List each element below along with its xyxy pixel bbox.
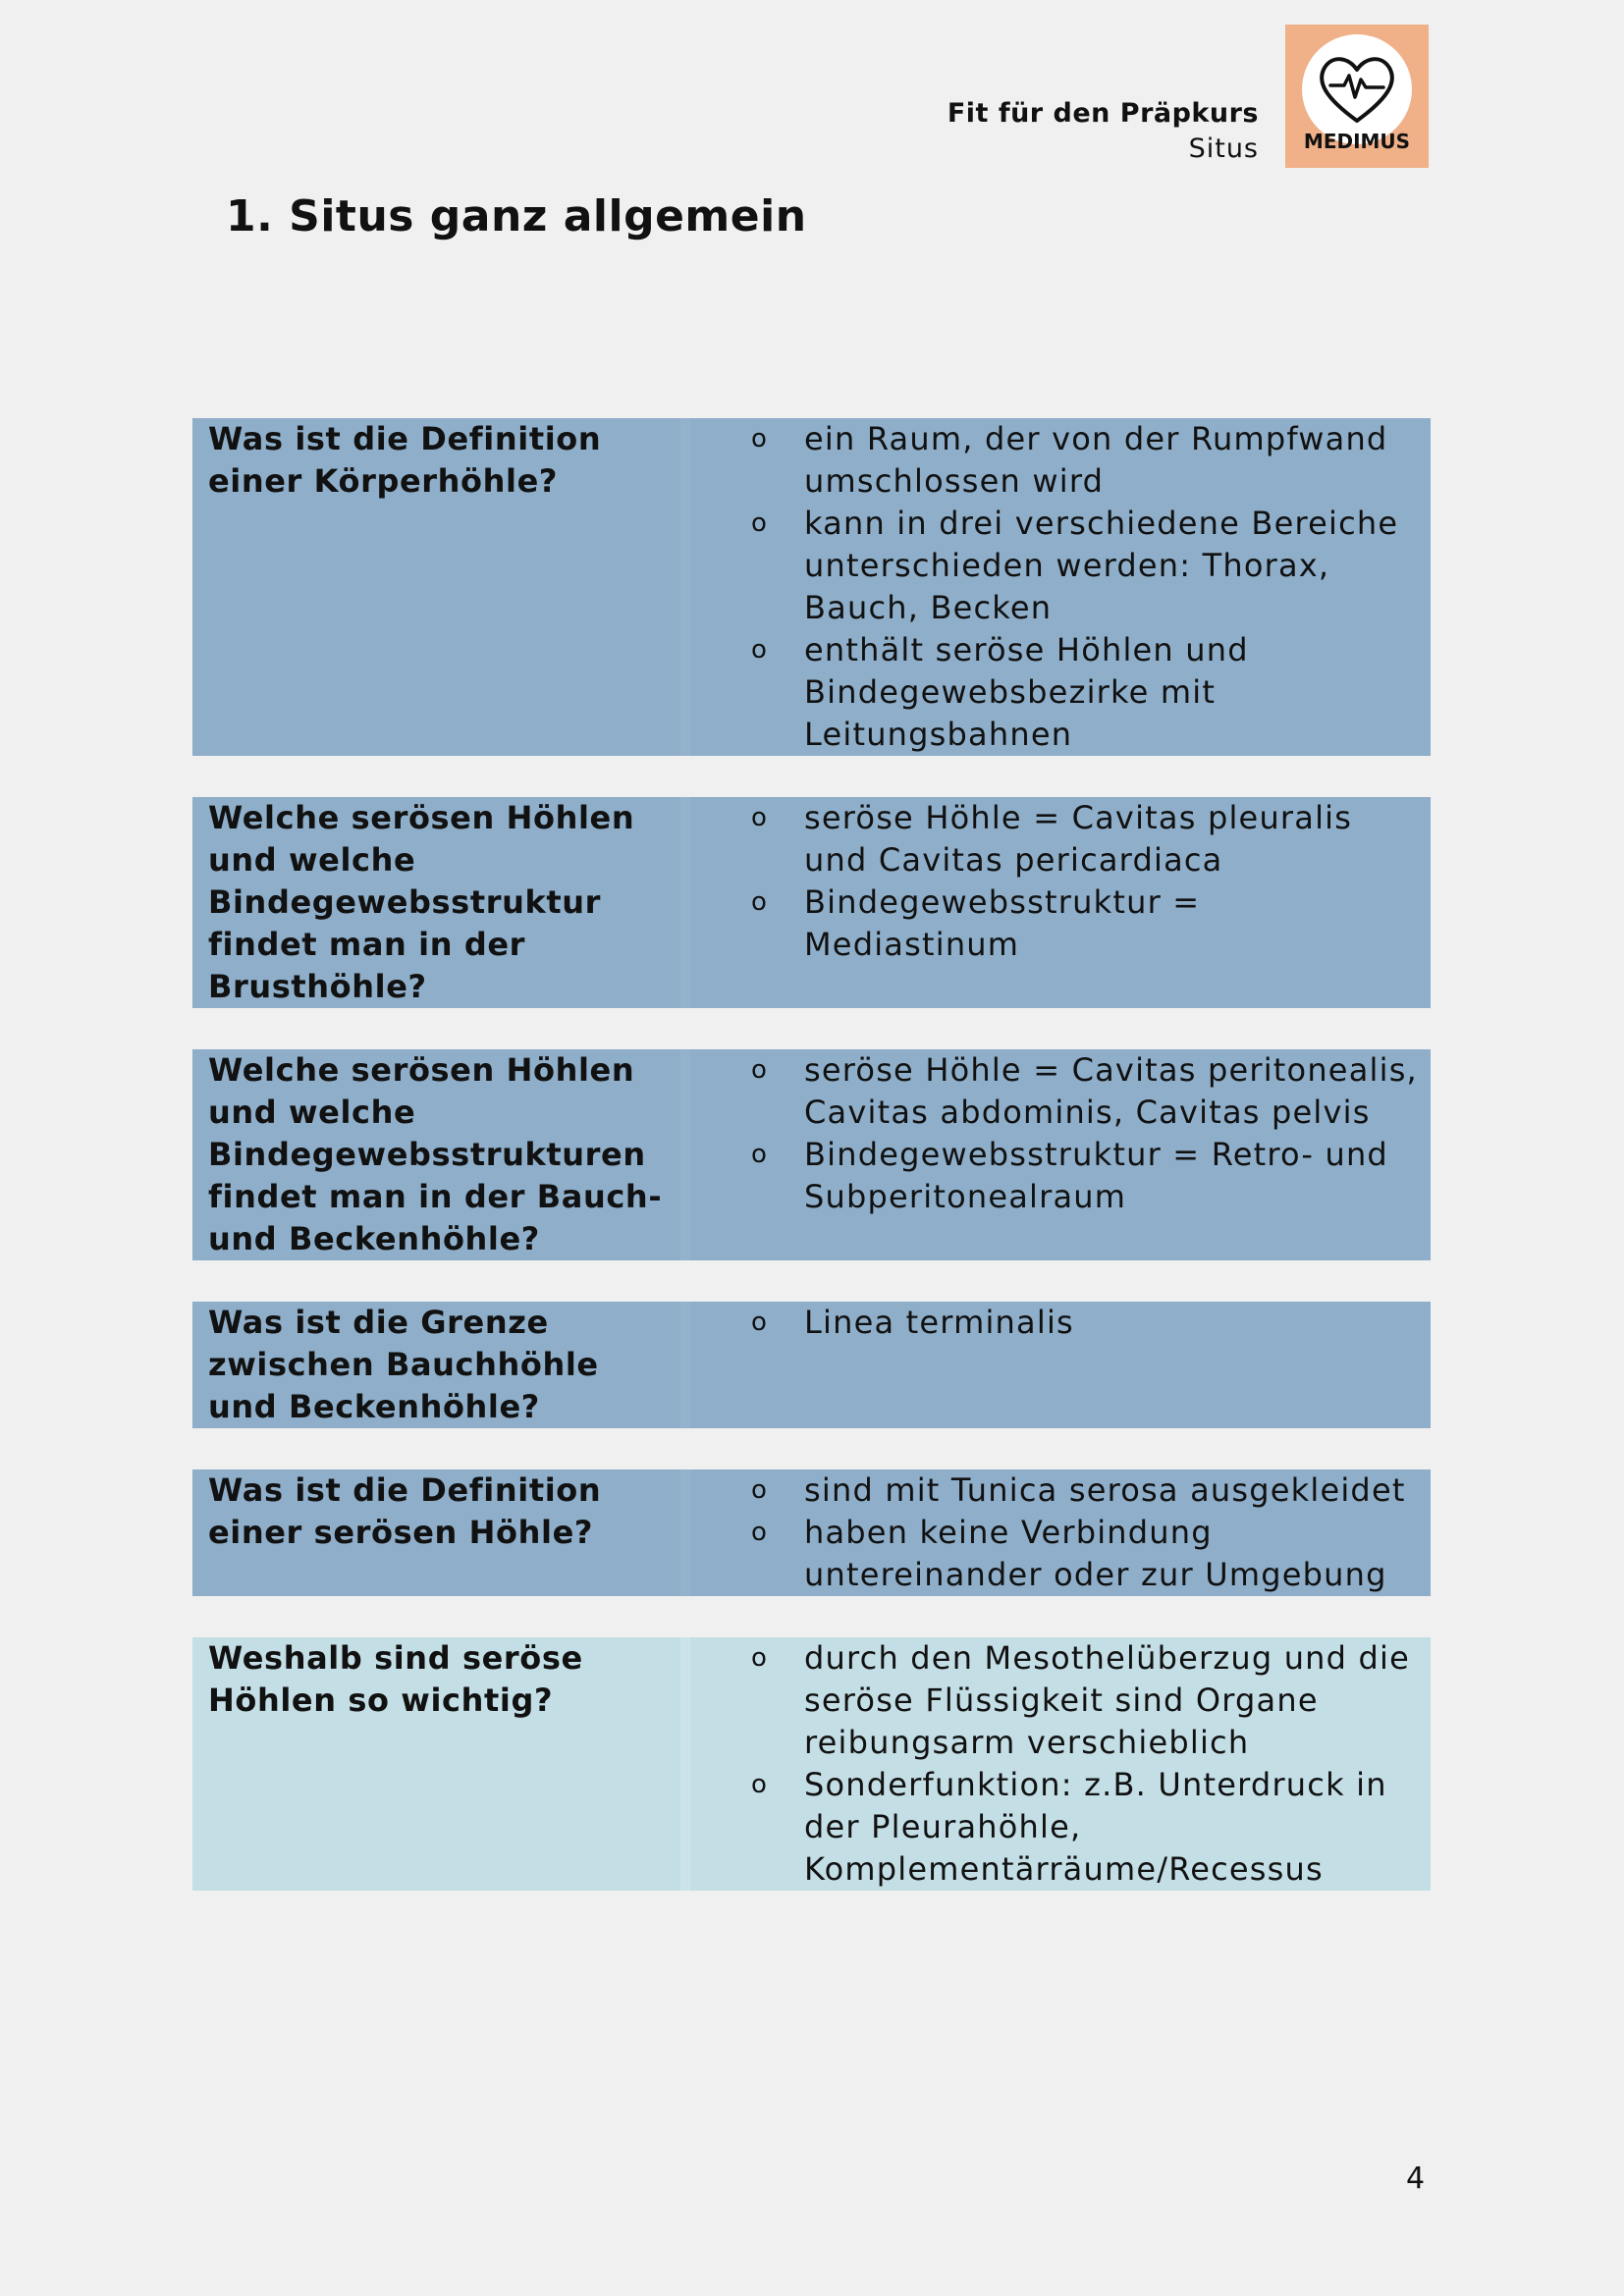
cell-divider: [680, 1302, 690, 1428]
answer-item: [690, 1764, 1431, 1891]
answer-item: [690, 797, 1431, 881]
answer-item: [690, 629, 1431, 756]
bullet-icon: o: [751, 1518, 769, 1547]
answer-text: ein Raum, der von der Rumpfwand umschlossen wird: [804, 420, 1388, 500]
answer-list: [690, 1049, 1431, 1218]
answer-cell: [690, 418, 1431, 756]
bullet-icon: o: [751, 1643, 769, 1673]
answer-item: [690, 1637, 1431, 1764]
bullet-icon: o: [751, 1308, 769, 1337]
answer-cell: [690, 1302, 1431, 1428]
cell-divider: [680, 418, 690, 756]
section-title: 1. Situs ganz allgemein: [226, 191, 807, 241]
answer-text: seröse Höhle = Cavitas pleuralis und Cavitas pericardiaca: [804, 799, 1353, 879]
bullet-icon: o: [751, 1770, 769, 1799]
answer-list: [690, 797, 1431, 966]
header-title: Fit für den Präpkurs: [947, 98, 1259, 129]
qa-row: [192, 418, 1431, 756]
bullet-icon: o: [751, 424, 769, 454]
question-cell: Weshalb sind seröse Höhlen so wichtig?: [192, 1637, 680, 1891]
cell-divider: [680, 1049, 690, 1260]
answer-list: [690, 1469, 1431, 1596]
answer-item: [690, 1049, 1431, 1134]
bullet-icon: o: [751, 1475, 769, 1505]
question-cell: Was ist die Definition einer serösen Höhle?: [192, 1469, 680, 1596]
question-cell: Was ist die Grenze zwischen Bauchhöhle und Beckenhöhle?: [192, 1302, 680, 1428]
answer-cell: [690, 1049, 1431, 1260]
qa-row: [192, 797, 1431, 1008]
bullet-icon: o: [751, 508, 769, 538]
qa-row: [192, 1302, 1431, 1428]
answer-cell: [690, 1469, 1431, 1596]
question-cell: Was ist die Definition einer Körperhöhle?: [192, 418, 680, 756]
answer-text: durch den Mesothelüberzug und die seröse Flüssigkeit sind Organe reibungsarm verschieblich: [804, 1639, 1411, 1761]
answer-text: kann in drei verschiedene Bereiche unterschieden werden: Thorax, Bauch, Becken: [804, 505, 1399, 626]
medimus-logo: [1285, 25, 1429, 168]
answer-cell: [690, 797, 1431, 1008]
qa-row: [192, 1469, 1431, 1596]
bullet-icon: o: [751, 1055, 769, 1085]
answer-item: [690, 1302, 1431, 1344]
answer-item: [690, 503, 1431, 629]
answer-list: [690, 1637, 1431, 1891]
answer-item: [690, 418, 1431, 503]
page-number: 4: [1406, 2162, 1426, 2196]
answer-text: Linea terminalis: [804, 1304, 1074, 1341]
answer-text: haben keine Verbindung untereinander oder zur Umgebung: [804, 1514, 1387, 1593]
answer-text: Bindegewebsstruktur = Retro- und Subperitonealraum: [804, 1136, 1388, 1215]
answer-text: seröse Höhle = Cavitas peritonealis, Cavitas abdominis, Cavitas pelvis: [804, 1051, 1418, 1131]
bullet-icon: o: [751, 635, 769, 665]
header: [947, 96, 1259, 167]
answer-text: enthält seröse Höhlen und Bindegewebsbezirke mit Leitungsbahnen: [804, 631, 1249, 753]
svg-text:MEDIMUS: MEDIMUS: [1303, 130, 1411, 153]
qa-row: [192, 1049, 1431, 1260]
answer-item: [690, 1469, 1431, 1512]
answer-item: [690, 881, 1431, 966]
bullet-icon: o: [751, 1140, 769, 1169]
answer-text: sind mit Tunica serosa ausgekleidet: [804, 1471, 1406, 1509]
answer-item: [690, 1134, 1431, 1218]
cell-divider: [680, 1637, 690, 1891]
answer-cell: [690, 1637, 1431, 1891]
question-cell: Welche serösen Höhlen und welche Bindegewebsstrukturen findet man in der Bauch- und Beckenhöhle?: [192, 1049, 680, 1260]
cell-divider: [680, 797, 690, 1008]
qa-row: [192, 1637, 1431, 1891]
bullet-icon: o: [751, 803, 769, 832]
header-subtitle: Situs: [1188, 133, 1259, 164]
qa-table: [192, 418, 1431, 1932]
answer-list: [690, 1302, 1431, 1344]
answer-item: [690, 1512, 1431, 1596]
heart-logo-icon: [1285, 25, 1429, 168]
question-cell: Welche serösen Höhlen und welche Bindegewebsstruktur findet man in der Brusthöhle?: [192, 797, 680, 1008]
answer-text: Bindegewebsstruktur = Mediastinum: [804, 883, 1201, 963]
answer-text: Sonderfunktion: z.B. Unterdruck in der Pleurahöhle, Komplementärräume/Recessus: [804, 1766, 1387, 1888]
cell-divider: [680, 1469, 690, 1596]
bullet-icon: o: [751, 887, 769, 917]
answer-list: [690, 418, 1431, 756]
